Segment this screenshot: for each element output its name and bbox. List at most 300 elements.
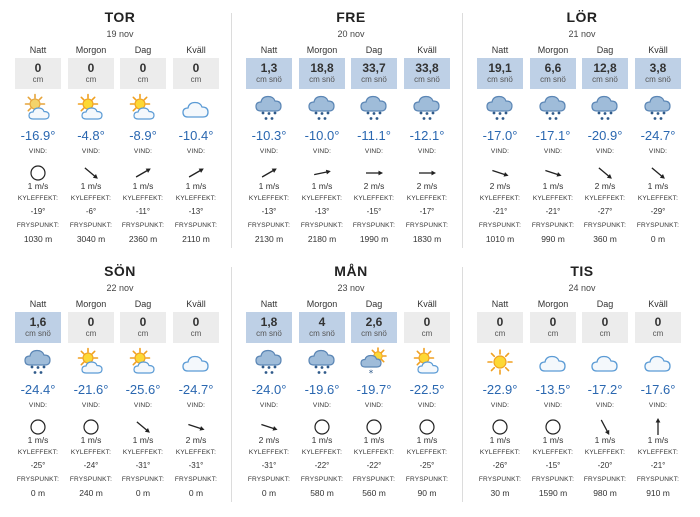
wind-chill-value: -11° [135,207,151,216]
wind-speed: 1 m/s [132,181,154,191]
temperature: -13.5° [535,382,571,397]
wind-chill-label: KYLEFFEKT: [637,195,679,202]
snow-cloud-icon [485,93,515,123]
wind-chill-value: -21° [492,207,508,216]
wind-chill-value: -27° [597,207,613,216]
snow-sun-icon [359,347,389,377]
period-column [245,254,293,504]
precipitation-box [404,312,450,343]
precipitation-value: 0 [192,61,200,75]
freezing-level-value: 1030 m [23,234,53,244]
period-name: Morgon [306,299,338,309]
precipitation-unit: cm [137,75,149,84]
temperature: -16.9° [20,128,56,143]
freezing-level-label: FRYSPUNKT: [636,222,680,229]
precipitation-unit: cm [599,329,611,338]
wind-label: VIND: [81,402,101,409]
wind-speed: 1 m/s [132,435,154,445]
temperature: -20.9° [587,128,623,143]
period-name: Morgon [537,299,569,309]
temperature: -10.4° [178,128,214,143]
day-panel [8,254,232,504]
wind-label: VIND: [259,148,279,155]
wind-label: VIND: [648,148,668,155]
freezing-level-label: FRYSPUNKT: [247,476,291,483]
temperature: -19.6° [304,382,340,397]
day-date: 21 nov [568,29,596,39]
wind-chill-value: -15° [366,207,382,216]
wind-label: VIND: [312,402,332,409]
period-column [172,254,220,504]
wind-label: VIND: [312,148,332,155]
period-column [350,254,398,504]
precipitation-box [635,312,681,343]
freezing-level-label: FRYSPUNKT: [352,222,396,229]
freezing-level-label: FRYSPUNKT: [405,222,449,229]
day-date: 24 nov [568,283,596,293]
freezing-level-label: FRYSPUNKT: [531,222,575,229]
precipitation-unit: cm snö [256,75,282,84]
wind-label: VIND: [543,148,563,155]
day-panel [8,0,232,250]
precipitation-value: 1,3 [260,61,278,75]
temperature: -24.7° [640,128,676,143]
freezing-level-value: 3040 m [76,234,106,244]
wind-chill-value: -26° [492,461,508,470]
freezing-level-value: 1990 m [359,234,389,244]
temperature: -22.5° [409,382,445,397]
wind-label: VIND: [259,402,279,409]
wind-chill-value: -22° [314,461,330,470]
snow-cloud-icon [538,93,568,123]
wind-label: VIND: [133,148,153,155]
precipitation-unit: cm snö [361,329,387,338]
precipitation-value: 2,6 [365,315,383,329]
wind-speed: 1 m/s [542,435,564,445]
temperature: -17.2° [587,382,623,397]
period-column [403,254,451,504]
freezing-level-value: 980 m [593,488,617,498]
temperature: -24.4° [20,382,56,397]
period-column [14,254,62,504]
wind-chill-value: -31° [261,461,277,470]
wind-chill-label: KYLEFFEKT: [353,195,395,202]
temperature: -21.6° [73,382,109,397]
wind-speed: 1 m/s [416,435,438,445]
temperature: -24.0° [251,382,287,397]
precipitation-box [351,312,397,343]
precipitation-box [351,58,397,89]
wind-chill-label: KYLEFFEKT: [584,449,626,456]
wind-speed: 1 m/s [489,435,511,445]
freezing-level-value: 2360 m [128,234,158,244]
snow-cloud-icon [23,347,53,377]
wind-label: VIND: [490,148,510,155]
cloud-icon [538,347,568,377]
freezing-level-value: 0 m [30,488,46,498]
period-column [245,0,293,250]
day-date: 19 nov [106,29,134,39]
precipitation-value: 0 [192,315,200,329]
precipitation-unit: cm [652,329,664,338]
sun-partly-cloudy-icon [412,347,442,377]
freezing-level-value: 0 m [261,488,277,498]
precipitation-unit: cm [32,75,44,84]
wind-chill-label: KYLEFFEKT: [532,195,574,202]
precipitation-box [299,58,345,89]
period-column [298,0,346,250]
day-name: SÖN [104,263,136,279]
precipitation-box [246,58,292,89]
temperature: -8.9° [129,128,157,143]
freezing-level-label: FRYSPUNKT: [583,476,627,483]
sun-partly-cloudy-icon [128,93,158,123]
wind-speed: 2 m/s [363,181,385,191]
period-column [298,254,346,504]
wind-chill-label: KYLEFFEKT: [122,449,164,456]
wind-label: VIND: [417,148,437,155]
wind-label: VIND: [133,402,153,409]
wind-label: VIND: [186,148,206,155]
freezing-level-label: FRYSPUNKT: [174,476,218,483]
period-name: Dag [134,45,152,55]
temperature: -19.7° [356,382,392,397]
day-date: 23 nov [337,283,365,293]
period-name: Kväll [186,299,206,309]
svg-text:*: * [368,369,374,377]
precipitation-box [582,312,628,343]
temperature: -11.1° [357,128,391,143]
wind-chill-label: KYLEFFEKT: [17,195,59,202]
wind-chill-label: KYLEFFEKT: [532,449,574,456]
wind-chill-value: -21° [650,461,666,470]
freezing-level-label: FRYSPUNKT: [300,476,344,483]
period-column [119,254,167,504]
wind-speed: 1 m/s [27,435,49,445]
snow-cloud-icon [307,93,337,123]
sun-partly-cloudy-icon [128,347,158,377]
precipitation-unit: cm [190,329,202,338]
freezing-level-value: 0 m [650,234,666,244]
precipitation-value: 12,8 [593,61,617,75]
precipitation-unit: cm [421,329,433,338]
wind-chill-value: -31° [135,461,151,470]
precipitation-box [120,58,166,89]
temperature: -17.6° [640,382,676,397]
precipitation-unit: cm snö [256,329,282,338]
freezing-level-value: 360 m [593,234,617,244]
period-name: Natt [260,45,278,55]
wind-label: VIND: [595,148,615,155]
wind-chill-value: -17° [419,207,435,216]
period-name: Natt [29,45,47,55]
freezing-level-value: 30 m [490,488,510,498]
period-column [403,0,451,250]
period-name: Morgon [306,45,338,55]
period-column [172,0,220,250]
sun-partly-cloudy-icon [76,347,106,377]
cloud-icon [181,347,211,377]
wind-chill-value: -15° [545,461,561,470]
wind-chill-label: KYLEFFEKT: [406,195,448,202]
wind-speed: 1 m/s [594,435,616,445]
wind-chill-label: KYLEFFEKT: [17,449,59,456]
wind-chill-label: KYLEFFEKT: [406,449,448,456]
wind-chill-label: KYLEFFEKT: [248,449,290,456]
wind-speed: 1 m/s [80,435,102,445]
wind-chill-value: -13° [314,207,330,216]
wind-label: VIND: [28,402,48,409]
temperature: -4.8° [77,128,105,143]
sun-icon [485,347,515,377]
period-column [476,0,524,250]
snow-cloud-icon [254,93,284,123]
precipitation-unit: cm snö [414,75,440,84]
cloud-icon [643,347,673,377]
precipitation-value: 0 [34,61,42,75]
freezing-level-value: 90 m [417,488,437,498]
precipitation-box [477,312,523,343]
wind-chill-label: KYLEFFEKT: [70,195,112,202]
wind-label: VIND: [364,402,384,409]
freezing-level-label: FRYSPUNKT: [583,222,627,229]
wind-speed: 1 m/s [542,181,564,191]
precipitation-unit: cm [190,75,202,84]
freezing-level-label: FRYSPUNKT: [121,222,165,229]
precipitation-value: 0 [654,315,662,329]
period-column [529,254,577,504]
freezing-level-label: FRYSPUNKT: [352,476,396,483]
precipitation-value: 0 [87,61,95,75]
precipitation-box [68,58,114,89]
wind-label: VIND: [595,402,615,409]
snow-cloud-icon [307,347,337,377]
period-column [634,254,682,504]
wind-chill-value: -29° [650,207,666,216]
period-column [529,0,577,250]
wind-chill-label: KYLEFFEKT: [175,449,217,456]
precipitation-box [246,312,292,343]
wind-chill-value: -21° [545,207,561,216]
day-name: FRE [336,9,366,25]
precipitation-unit: cm snö [645,75,671,84]
freezing-level-label: FRYSPUNKT: [69,222,113,229]
cloud-icon [181,93,211,123]
precipitation-unit: cm [494,329,506,338]
period-name: Kväll [417,45,437,55]
day-name: MÅN [334,263,368,279]
wind-chill-label: KYLEFFEKT: [353,449,395,456]
wind-chill-value: -20° [597,461,613,470]
wind-chill-label: KYLEFFEKT: [175,195,217,202]
snow-cloud-icon [590,93,620,123]
period-column [581,0,629,250]
period-name: Morgon [537,45,569,55]
precipitation-value: 0 [496,315,504,329]
temperature: -17.1° [535,128,571,143]
precipitation-box [635,58,681,89]
temperature: -12.1° [409,128,445,143]
snow-cloud-icon [412,93,442,123]
precipitation-box [120,312,166,343]
wind-chill-label: KYLEFFEKT: [637,449,679,456]
temperature: -10.0° [304,128,340,143]
wind-speed: 1 m/s [647,181,669,191]
freezing-level-label: FRYSPUNKT: [121,476,165,483]
temperature: -25.6° [125,382,161,397]
wind-speed: 1 m/s [311,435,333,445]
period-name: Natt [29,299,47,309]
wind-speed: 1 m/s [258,181,280,191]
precipitation-box [404,58,450,89]
period-column [67,254,115,504]
wind-speed: 2 m/s [416,181,438,191]
precipitation-unit: cm snö [592,75,618,84]
wind-label: VIND: [81,148,101,155]
precipitation-value: 18,8 [310,61,334,75]
wind-label: VIND: [417,402,437,409]
precipitation-value: 0 [139,315,147,329]
day-date: 22 nov [106,283,134,293]
wind-chill-value: -25° [419,461,435,470]
wind-chill-label: KYLEFFEKT: [301,449,343,456]
period-column [476,254,524,504]
precipitation-value: 1,8 [260,315,278,329]
precipitation-box [68,312,114,343]
wind-speed: 2 m/s [489,181,511,191]
wind-chill-value: -24° [83,461,99,470]
period-name: Dag [596,299,614,309]
precipitation-value: 0 [549,315,557,329]
precipitation-box [530,58,576,89]
freezing-level-value: 910 m [646,488,670,498]
freezing-level-label: FRYSPUNKT: [16,222,60,229]
precipitation-unit: cm snö [540,75,566,84]
period-name: Kväll [417,299,437,309]
precipitation-unit: cm snö [309,329,335,338]
day-name: TIS [570,263,594,279]
precipitation-value: 0 [87,315,95,329]
wind-chill-label: KYLEFFEKT: [301,195,343,202]
wind-chill-label: KYLEFFEKT: [70,449,112,456]
period-name: Dag [596,45,614,55]
precipitation-unit: cm snö [25,329,51,338]
freezing-level-label: FRYSPUNKT: [16,476,60,483]
freezing-level-value: 560 m [362,488,386,498]
temperature: -24.7° [178,382,214,397]
freezing-level-label: FRYSPUNKT: [405,476,449,483]
wind-speed: 1 m/s [363,435,385,445]
precipitation-value: 3,8 [649,61,667,75]
period-name: Natt [491,45,509,55]
wind-chill-value: -13° [261,207,277,216]
wind-chill-value: -6° [85,207,97,216]
freezing-level-label: FRYSPUNKT: [478,476,522,483]
period-column [581,254,629,504]
period-name: Kväll [648,299,668,309]
wind-chill-label: KYLEFFEKT: [122,195,164,202]
wind-label: VIND: [543,402,563,409]
wind-label: VIND: [364,148,384,155]
period-name: Dag [365,299,383,309]
precipitation-unit: cm snö [309,75,335,84]
period-name: Kväll [186,45,206,55]
wind-chill-label: KYLEFFEKT: [479,449,521,456]
wind-chill-label: KYLEFFEKT: [479,195,521,202]
precipitation-box [173,312,219,343]
freezing-level-value: 1590 m [538,488,568,498]
freezing-level-value: 580 m [310,488,334,498]
freezing-level-label: FRYSPUNKT: [531,476,575,483]
precipitation-unit: cm [85,75,97,84]
wind-label: VIND: [648,402,668,409]
freezing-level-label: FRYSPUNKT: [636,476,680,483]
period-column [14,0,62,250]
cloud-icon [590,347,620,377]
temperature: -17.0° [482,128,518,143]
period-name: Natt [491,299,509,309]
precipitation-value: 0 [601,315,609,329]
precipitation-unit: cm snö [361,75,387,84]
precipitation-value: 19,1 [488,61,512,75]
freezing-level-value: 0 m [188,488,204,498]
snow-cloud-icon [254,347,284,377]
freezing-level-value: 240 m [79,488,103,498]
day-name: LÖR [566,9,598,25]
wind-chill-value: -25° [30,461,46,470]
temperature: -22.9° [482,382,518,397]
freezing-level-value: 2180 m [307,234,337,244]
period-column [634,0,682,250]
period-name: Morgon [75,45,107,55]
temperature: -10.3° [251,128,287,143]
period-name: Kväll [648,45,668,55]
wind-label: VIND: [186,402,206,409]
precipitation-box [15,312,61,343]
period-column [67,0,115,250]
freezing-level-label: FRYSPUNKT: [300,222,344,229]
moon-partly-cloudy-icon [23,93,53,123]
period-name: Natt [260,299,278,309]
freezing-level-label: FRYSPUNKT: [247,222,291,229]
wind-chill-value: -13° [188,207,204,216]
day-name: TOR [104,9,136,25]
period-name: Dag [365,45,383,55]
precipitation-value: 1,6 [29,315,47,329]
wind-speed: 2 m/s [258,435,280,445]
precipitation-unit: cm snö [487,75,513,84]
precipitation-value: 33,7 [362,61,386,75]
period-column [350,0,398,250]
freezing-level-label: FRYSPUNKT: [174,222,218,229]
precipitation-unit: cm [137,329,149,338]
wind-speed: 1 m/s [80,181,102,191]
precipitation-value: 0 [139,61,147,75]
wind-label: VIND: [490,402,510,409]
precipitation-value: 33,8 [415,61,439,75]
wind-chill-value: -19° [30,207,46,216]
period-name: Morgon [75,299,107,309]
day-panel [470,254,694,504]
precipitation-box [15,58,61,89]
freezing-level-value: 2110 m [182,234,210,244]
freezing-level-value: 1010 m [485,234,515,244]
wind-speed: 2 m/s [594,181,616,191]
precipitation-box [582,58,628,89]
wind-chill-value: -22° [366,461,382,470]
wind-chill-value: -31° [188,461,204,470]
day-panel [470,0,694,250]
